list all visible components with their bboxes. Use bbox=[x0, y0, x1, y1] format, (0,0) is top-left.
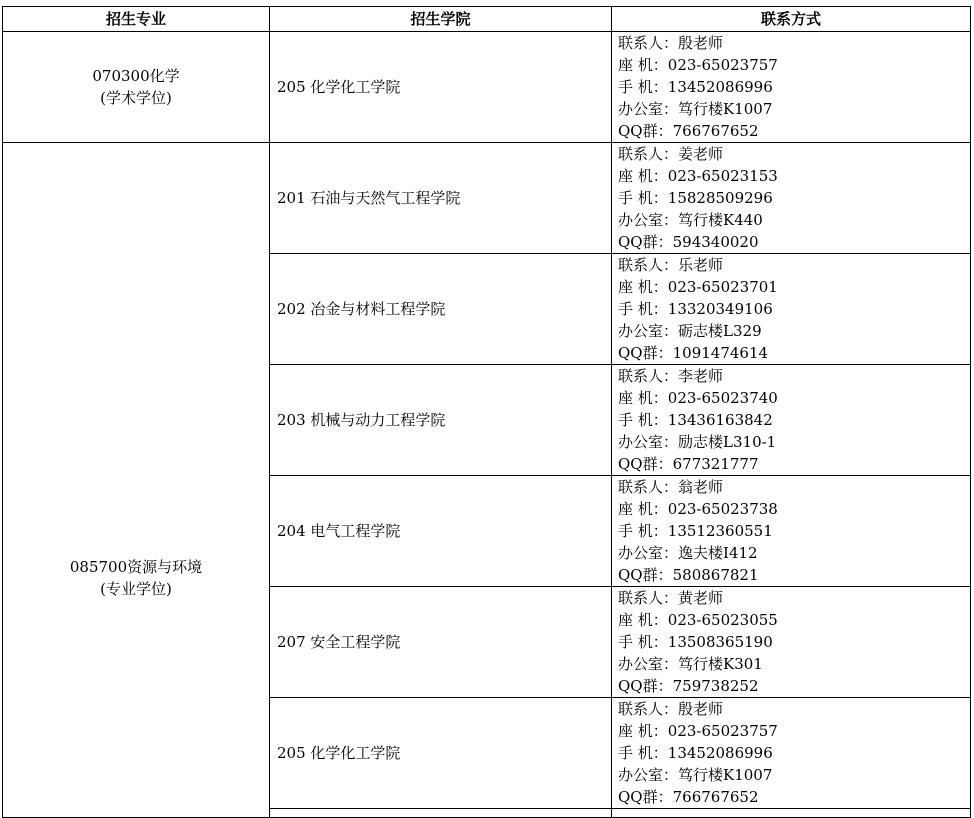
school-cell: 204 电气工程学院 bbox=[270, 476, 612, 587]
mobile-label: 手 机： bbox=[618, 300, 668, 318]
major-cell bbox=[3, 32, 270, 143]
header-contact: 联系方式 bbox=[612, 7, 971, 32]
qq-group-line bbox=[618, 564, 970, 586]
qq-group-line bbox=[618, 675, 970, 697]
mobile-label: 手 机： bbox=[618, 744, 668, 762]
mobile-line bbox=[618, 187, 970, 209]
landline-line bbox=[618, 609, 970, 631]
contact-cell bbox=[612, 365, 971, 476]
office-line bbox=[618, 209, 970, 231]
contact-person-line bbox=[618, 32, 970, 54]
contact-person-value: 殷老师 bbox=[678, 700, 724, 718]
mobile-line bbox=[618, 742, 970, 764]
mobile-label: 手 机： bbox=[618, 633, 668, 651]
qq-group-line bbox=[618, 231, 970, 253]
qq-group-value: 766767652 bbox=[672, 122, 759, 140]
office-value: 笃行楼K440 bbox=[678, 211, 763, 229]
mobile-value: 13508365190 bbox=[667, 633, 773, 651]
office-label: 办公室： bbox=[618, 322, 679, 340]
landline-value: 023-65023740 bbox=[667, 389, 778, 407]
contact-person-value: 姜老师 bbox=[678, 145, 724, 163]
mobile-value: 13452086996 bbox=[667, 744, 773, 762]
table-row bbox=[3, 32, 971, 143]
mobile-label: 手 机： bbox=[618, 411, 668, 429]
office-line bbox=[618, 653, 970, 675]
landline-line bbox=[618, 276, 970, 298]
office-line bbox=[618, 431, 970, 453]
contact-person-value: 李老师 bbox=[678, 367, 724, 385]
major-code-name: 085700资源与环境 bbox=[69, 558, 203, 576]
mobile-label: 手 机： bbox=[618, 78, 668, 96]
qq-group-value: 759738252 bbox=[672, 677, 759, 695]
mobile-line bbox=[618, 76, 970, 98]
contact-person-label: 联系人： bbox=[618, 367, 679, 385]
contact-person-value: 乐老师 bbox=[678, 256, 724, 274]
major-cell bbox=[3, 143, 270, 818]
contact-person-line bbox=[618, 698, 970, 720]
landline-label: 座 机： bbox=[618, 389, 668, 407]
contact-person-value: 翁老师 bbox=[678, 478, 724, 496]
contact-person-line bbox=[618, 365, 970, 387]
mobile-label: 手 机： bbox=[618, 522, 668, 540]
contact-person-label: 联系人： bbox=[618, 700, 679, 718]
mobile-value: 13436163842 bbox=[667, 411, 773, 429]
qq-group-line bbox=[618, 342, 970, 364]
mobile-line bbox=[618, 409, 970, 431]
qq-group-label: QQ群： bbox=[618, 677, 673, 695]
school-cell: 205 化学化工学院 bbox=[270, 698, 612, 809]
office-label: 办公室： bbox=[618, 433, 679, 451]
qq-group-label: QQ群： bbox=[618, 344, 673, 362]
qq-group-line bbox=[618, 786, 970, 808]
contact-person-line bbox=[618, 587, 970, 609]
school-cell: 202 冶金与材料工程学院 bbox=[270, 254, 612, 365]
major-type: (专业学位) bbox=[100, 580, 172, 598]
office-line bbox=[618, 320, 970, 342]
header-major: 招生专业 bbox=[3, 7, 270, 32]
contact-cell bbox=[612, 698, 971, 809]
landline-line bbox=[618, 54, 970, 76]
admissions-contact-table-container bbox=[2, 6, 970, 818]
school-cell: 201 石油与天然气工程学院 bbox=[270, 143, 612, 254]
major-type: (学术学位) bbox=[100, 89, 172, 107]
contact-person-line bbox=[618, 143, 970, 165]
landline-line bbox=[618, 165, 970, 187]
office-value: 砺志楼L329 bbox=[678, 322, 762, 340]
contact-person-line bbox=[618, 476, 970, 498]
office-value: 逸夫楼I412 bbox=[678, 544, 758, 562]
qq-group-line bbox=[618, 120, 970, 142]
school-cell: 207 安全工程学院 bbox=[270, 587, 612, 698]
header-school: 招生学院 bbox=[270, 7, 612, 32]
office-line bbox=[618, 764, 970, 786]
contact-person-label: 联系人： bbox=[618, 256, 679, 274]
office-label: 办公室： bbox=[618, 655, 679, 673]
landline-label: 座 机： bbox=[618, 278, 668, 296]
table-row bbox=[3, 143, 971, 254]
office-line bbox=[618, 98, 970, 120]
landline-value: 023-65023701 bbox=[667, 278, 778, 296]
school-cell: 203 机械与动力工程学院 bbox=[270, 365, 612, 476]
office-line bbox=[618, 542, 970, 564]
mobile-value: 13512360551 bbox=[667, 522, 773, 540]
mobile-value: 15828509296 bbox=[667, 189, 773, 207]
major-code-name: 070300化学 bbox=[92, 67, 180, 85]
qq-group-label: QQ群： bbox=[618, 788, 673, 806]
qq-group-label: QQ群： bbox=[618, 233, 673, 251]
mobile-line bbox=[618, 520, 970, 542]
landline-label: 座 机： bbox=[618, 167, 668, 185]
contact-person-label: 联系人： bbox=[618, 589, 679, 607]
landline-label: 座 机： bbox=[618, 611, 668, 629]
contact-person-value: 殷老师 bbox=[678, 34, 724, 52]
qq-group-value: 594340020 bbox=[672, 233, 759, 251]
qq-group-value: 677321777 bbox=[672, 455, 759, 473]
mobile-label: 手 机： bbox=[618, 189, 668, 207]
landline-value: 023-65023757 bbox=[667, 722, 778, 740]
mobile-line bbox=[618, 298, 970, 320]
qq-group-line bbox=[618, 453, 970, 475]
office-value: 笃行楼K1007 bbox=[678, 100, 773, 118]
landline-value: 023-65023153 bbox=[667, 167, 778, 185]
contact-person-label: 联系人： bbox=[618, 145, 679, 163]
office-label: 办公室： bbox=[618, 544, 679, 562]
qq-group-label: QQ群： bbox=[618, 566, 673, 584]
admissions-contact-table bbox=[2, 6, 971, 818]
office-value: 励志楼L310-1 bbox=[678, 433, 777, 451]
contact-cell bbox=[612, 143, 971, 254]
school-cell: 205 化学化工学院 bbox=[270, 32, 612, 143]
office-value: 笃行楼K301 bbox=[678, 655, 763, 673]
landline-line bbox=[618, 387, 970, 409]
contact-person-label: 联系人： bbox=[618, 478, 679, 496]
mobile-value: 13320349106 bbox=[667, 300, 773, 318]
landline-line bbox=[618, 498, 970, 520]
school-cell-partial bbox=[270, 809, 612, 818]
mobile-value: 13452086996 bbox=[667, 78, 773, 96]
qq-group-label: QQ群： bbox=[618, 122, 673, 140]
landline-value: 023-65023757 bbox=[667, 56, 778, 74]
landline-line bbox=[618, 720, 970, 742]
contact-cell bbox=[612, 254, 971, 365]
qq-group-value: 766767652 bbox=[672, 788, 759, 806]
office-label: 办公室： bbox=[618, 211, 679, 229]
contact-person-label: 联系人： bbox=[618, 34, 679, 52]
table-header-row bbox=[3, 7, 971, 32]
office-value: 笃行楼K1007 bbox=[678, 766, 773, 784]
office-label: 办公室： bbox=[618, 100, 679, 118]
qq-group-value: 580867821 bbox=[672, 566, 759, 584]
landline-value: 023-65023738 bbox=[667, 500, 778, 518]
landline-label: 座 机： bbox=[618, 56, 668, 74]
contact-cell bbox=[612, 587, 971, 698]
mobile-line bbox=[618, 631, 970, 653]
contact-cell bbox=[612, 476, 971, 587]
office-label: 办公室： bbox=[618, 766, 679, 784]
qq-group-label: QQ群： bbox=[618, 455, 673, 473]
contact-cell bbox=[612, 32, 971, 143]
qq-group-value: 1091474614 bbox=[672, 344, 769, 362]
landline-label: 座 机： bbox=[618, 722, 668, 740]
landline-value: 023-65023055 bbox=[667, 611, 778, 629]
landline-label: 座 机： bbox=[618, 500, 668, 518]
contact-cell-partial bbox=[612, 809, 971, 818]
contact-person-line bbox=[618, 254, 970, 276]
contact-person-value: 黄老师 bbox=[678, 589, 724, 607]
